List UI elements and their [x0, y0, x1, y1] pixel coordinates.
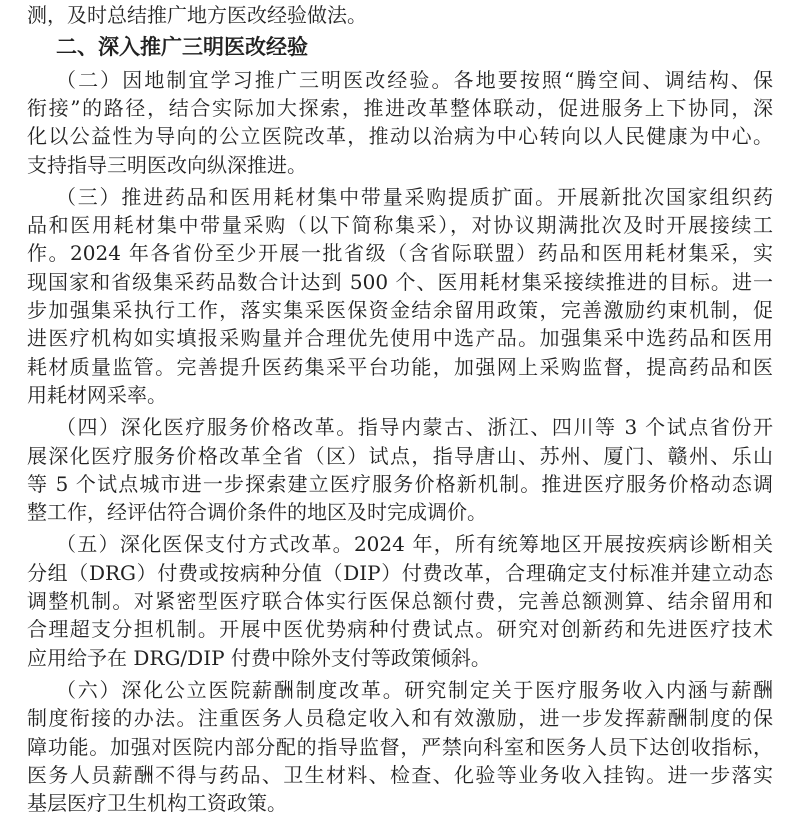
paragraph-line: 应用给予在 DRG/DIP 付费中除外支付等政策倾斜。: [27, 645, 491, 670]
paragraph-line: 用耗材网采率。: [27, 382, 167, 407]
section-heading: 二、深入推广三明医改经验: [56, 35, 308, 60]
paragraph-line: 作。2024 年各省份至少开展一批省级（含省际联盟）药品和医用耗材集采，实: [27, 241, 773, 266]
paragraph-line: 整工作，经评估符合调价条件的地区及时完成调价。: [27, 500, 487, 525]
paragraph-first-line: （五）深化医保支付方式改革。2024 年，所有统筹地区开展按疾病诊断相关: [56, 532, 773, 557]
paragraph-line: 衔接”的路径，结合实际加大探索，推进改革整体联动，促进服务上下协同，深: [27, 95, 773, 120]
paragraph-line: 等 5 个试点城市进一步探索建立医疗服务价格新机制。推进医疗服务价格动态调: [27, 471, 773, 496]
paragraph-line: 基层医疗卫生机构工资政策。: [27, 791, 287, 816]
paragraph-line: 步加强集采执行工作，落实集采医保资金结余留用政策，完善激励约束机制，促: [27, 298, 773, 322]
paragraph-first-line: （四）深化医疗服务价格改革。指导内蒙古、浙江、四川等 3 个试点省份开: [56, 415, 773, 440]
paragraph-line: 进医疗机构如实填报采购量并合理优先使用中选产品。加强集采中选药品和医用: [27, 326, 773, 351]
paragraph-first-line: （六）深化公立医院薪酬制度改革。研究制定关于医疗服务收入内涵与薪酬: [56, 677, 773, 702]
paragraph-line: 品和医用耗材集中带量采购（以下简称集采），对协议期满批次及时开展接续工: [27, 213, 773, 238]
paragraph-line: 展深化医疗服务价格改革全省（区）试点，指导唐山、苏州、厦门、赣州、乐山: [27, 443, 773, 468]
paragraph-line: 耗材质量监管。完善提升医药集采平台功能，加强网上采购监督，提高药品和医: [27, 354, 773, 379]
paragraph-line: 分组（DRG）付费或按病种分值（DIP）付费改革，合理确定支付标准并建立动态: [27, 560, 773, 585]
paragraph-line: 测，及时总结推广地方医改经验做法。: [27, 3, 367, 27]
paragraph-line: 支持指导三明医改向纵深推进。: [27, 152, 307, 177]
paragraph-line: 调整机制。对紧密型医疗联合体实行医保总额付费，完善总额测算、结余留用和: [27, 589, 773, 613]
paragraph-first-line: （二）因地制宜学习推广三明医改经验。各地要按照“腾空间、调结构、保: [56, 67, 773, 92]
paragraph-first-line: （三）推进药品和医用耗材集中带量采购提质扩面。开展新批次国家组织药: [56, 184, 773, 209]
paragraph-line: 合理超支分担机制。开展中医优势病种付费试点。研究对创新药和先进医疗技术: [27, 617, 773, 642]
paragraph-line: 现国家和省级集采药品数合计达到 500 个、医用耗材集采接续推进的目标。进一: [27, 269, 773, 294]
paragraph-line: 医务人员薪酬不得与药品、卫生材料、检查、化验等业务收入挂钩。进一步落实: [27, 762, 773, 787]
paragraph-line: 化以公益性为导向的公立医院改革，推动以治病为中心转向以人民健康为中心。: [27, 124, 773, 149]
paragraph-line: 制度衔接的办法。注重医务人员稳定收入和有效激励，进一步发挥薪酬制度的保: [27, 706, 773, 731]
paragraph-line: 障功能。加强对医院内部分配的指导监督，严禁向科室和医务人员下达创收指标，: [27, 734, 773, 759]
